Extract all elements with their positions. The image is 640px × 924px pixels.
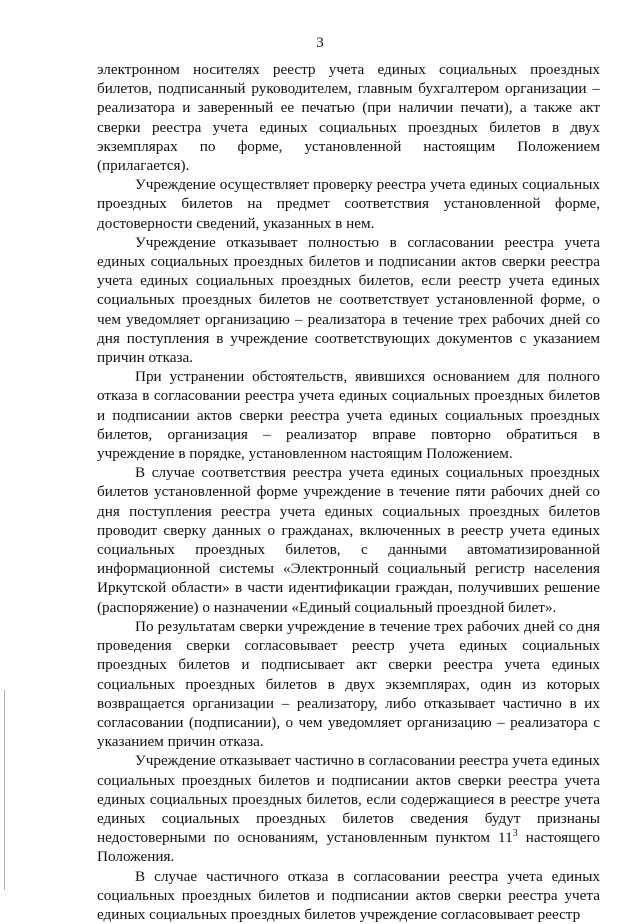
paragraph: По результатам сверки учреждение в течение трех рабочих дней со дня проведения сверки согласовывает реестр учета единых социальных проездных билетов и подписывает акт сверки реестра учета единых социальных проездных билетов в двух экземплярах, один из которых возвращается организации – реализатору, либо отказывает частично в их согласовании (подписании), о чем уведомляет организацию – реализатора с указанием причин отказа.	[97, 617, 600, 751]
paragraph-with-reference	[97, 751, 600, 866]
paragraph: При устранении обстоятельств, явившихся основанием для полного отказа в согласовании реестра учета единых социальных проездных билетов и подписании актов сверки реестра учета единых социальных проездных билетов, организация – реализатор вправе повторно обратиться в учреждение в порядке, установленном настоящим Положением.	[97, 368, 600, 463]
paragraph-tail: настоящего Положения.	[97, 829, 600, 866]
scan-edge-line	[4, 690, 5, 890]
clause-superscript: 3	[512, 828, 518, 840]
document-body	[97, 60, 600, 924]
paragraph: электронном носителях реестр учета единых социальных проездных билетов, подписанный руководителем, главным бухгалтером организации – реализатора и заверенный ее печатью (при наличии печати), а также акт сверки реестра учета единых социальных проездных билетов в двух экземплярах по форме, установленной настоящим Положением (прилагается).	[97, 61, 600, 175]
paragraph: В случае частичного отказа в согласовании реестра учета единых социальных проездных билетов и подписании актов сверки реестра учета единых социальных проездных билетов учреждение согласовывает реестр	[97, 867, 600, 923]
paragraph: Учреждение отказывает полностью в согласовании реестра учета единых социальных проездных билетов и подписании актов сверки реестра учета единых социальных проездных билетов, если реестр учета единых социальных проездных билетов не соответствует установленной форме, о чем уведомляет организацию – реализатора в течение трех рабочих дней со дня поступления в учреждение соответствующих документов с указанием причин отказа.	[97, 233, 600, 367]
page-number: 3	[316, 35, 324, 51]
paragraph-text: Учреждение отказывает частично в согласовании реестра учета единых социальных проездных билетов и подписании актов сверки реестра учета единых социальных проездных билетов, если содержащиеся в реестре учета единых социальных проездных билетов сведения будут признаны недостоверными по основаниям, установленным пунктом 11	[97, 752, 600, 847]
paragraph: В случае соответствия реестра учета единых социальных проездных билетов установленной форме учреждение в течение пяти рабочих дней со дня поступления реестра учета единых социальных проездных билетов проводит сверку данных о гражданах, включенных в реестр учета единых социальных проездных билетов, с данными автоматизированной информационной системы «Электронный социальный регистр населения Иркутской области» в части идентификации граждан, получивших решение (распоряжение) о назначении «Единый социальный проездной билет».	[97, 464, 600, 616]
paragraph: Учреждение осуществляет проверку реестра учета единых социальных проездных билетов на предмет соответствия установленной форме, достоверности сведений, указанных в нем.	[97, 176, 600, 232]
